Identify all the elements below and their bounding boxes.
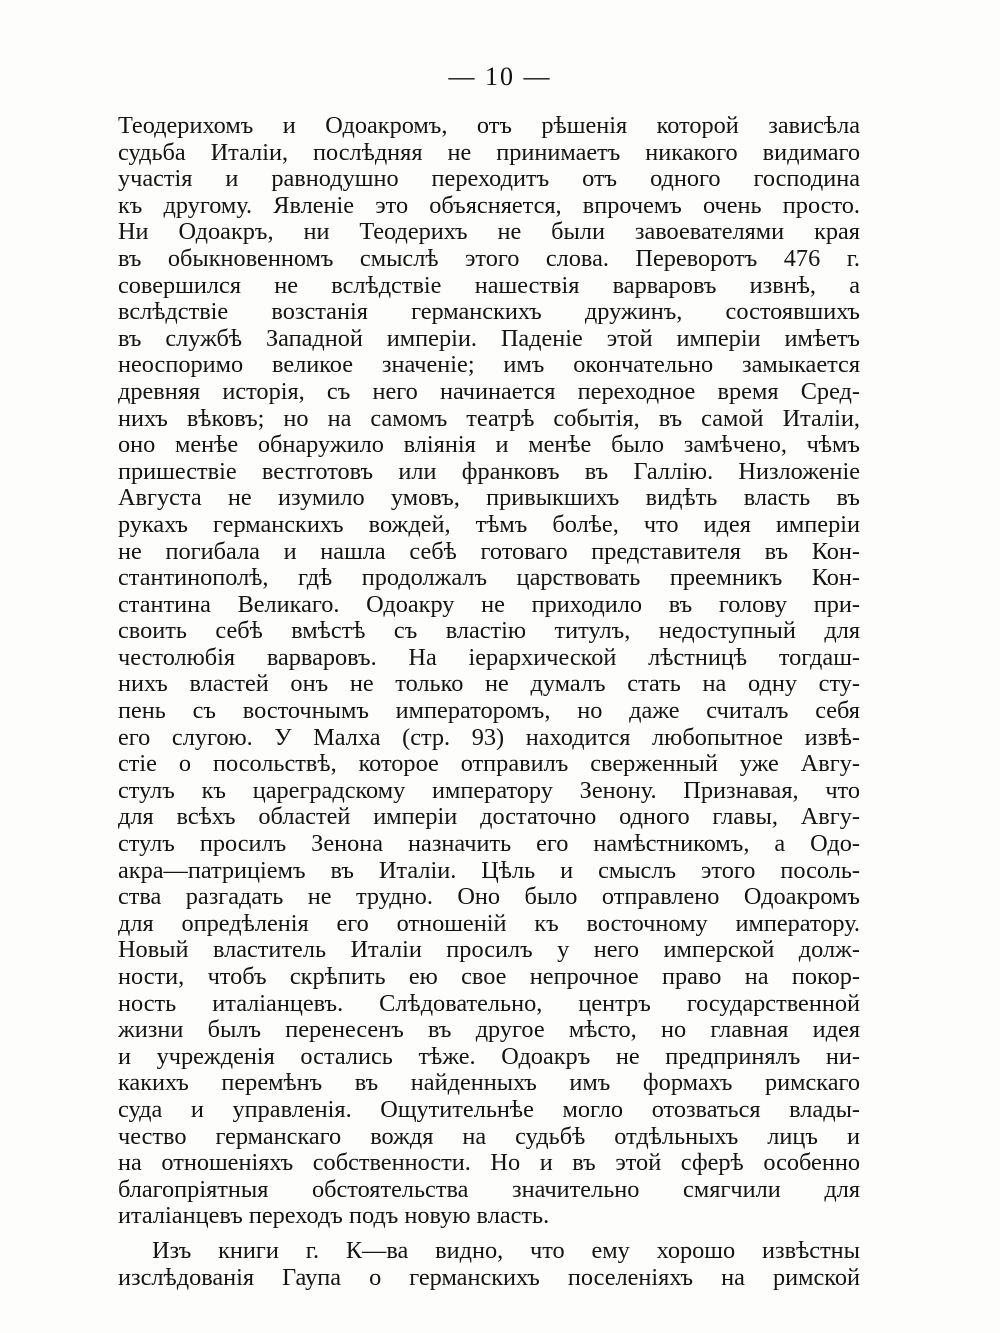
text-line: стіе о посольствѣ, которое отправилъ сверженный уже Авгу- bbox=[118, 751, 860, 778]
text-line: вслѣдствіе возстанія германскихъ дружинъ, состоявшихъ bbox=[118, 299, 860, 326]
text-line: ность италіанцевъ. Слѣдовательно, центръ государственной bbox=[118, 990, 860, 1017]
text-line: къ другому. Явленіе это объясняется, впрочемъ очень просто. bbox=[118, 192, 860, 219]
text-line: на отношеніяхъ собственности. Но и въ этой сферѣ особенно bbox=[118, 1150, 860, 1177]
text-line: своить себѣ вмѣстѣ съ властію титулъ, недоступный для bbox=[118, 618, 860, 645]
text-line: стулъ къ цареградскому императору Зенону. Признавая, что bbox=[118, 777, 860, 804]
text-line: ства разгадать не трудно. Оно было отправлено Одоакромъ bbox=[118, 884, 860, 911]
text-line: въ обыкновенномъ смыслѣ этого слова. Переворотъ 476 г. bbox=[118, 245, 860, 272]
text-line: совершился не вслѣдствіе нашествія варваровъ извнѣ, а bbox=[118, 272, 860, 299]
text-line: Августа не изумило умовъ, привыкшихъ видѣть власть въ bbox=[118, 485, 860, 512]
text-line: не погибала и нашла себѣ готоваго представителя въ Кон- bbox=[118, 538, 860, 565]
text-line: Изъ книги г. К—ва видно, что ему хорошо извѣстны bbox=[152, 1237, 860, 1264]
text-line: благопріятныя обстоятельства значительно смягчили для bbox=[118, 1176, 860, 1203]
text-line: судьба Италіи, послѣдняя не принимаетъ никакого видимаго bbox=[118, 139, 860, 166]
text-line: для всѣхъ областей имперіи достаточно одного главы, Авгу- bbox=[118, 804, 860, 831]
text-line: пришествіе вестготовъ или франковъ въ Галлію. Низложеніе bbox=[118, 458, 860, 485]
text-line: пень съ восточнымъ императоромъ, но даже считалъ себя bbox=[118, 698, 860, 725]
text-line: Новый властитель Италіи просилъ у него имперской долж- bbox=[118, 937, 860, 964]
paragraph-2 bbox=[118, 1238, 860, 1291]
text-line: ности, чтобъ скрѣпить ею свое непрочное право на покор- bbox=[118, 964, 860, 990]
text-line: суда и управленія. Ощутительнѣе могло отозваться влады- bbox=[118, 1096, 860, 1123]
text-line: и учрежденія остались тѣже. Одоакръ не предпринялъ ни- bbox=[118, 1043, 860, 1070]
text-line: древняя исторія, съ него начинается переходное время Сред- bbox=[118, 378, 860, 405]
paragraph-1 bbox=[118, 113, 860, 1230]
text-line: нихъ властей онъ не только не думалъ стать на одну сту- bbox=[118, 671, 860, 698]
text-line: Ни Одоакръ, ни Теодерихъ не были завоевателями края bbox=[118, 219, 860, 246]
text-line: Теодерихомъ и Одоакромъ, отъ рѣшенія которой зависѣла bbox=[118, 113, 860, 139]
text-line: жизни былъ перенесенъ въ другое мѣсто, но главная идея bbox=[118, 1017, 860, 1044]
text-line: честолюбія варваровъ. На іерархической лѣстницѣ тогдаш- bbox=[118, 644, 860, 671]
text-line: какихъ перемѣнъ въ найденныхъ имъ формахъ римскаго bbox=[118, 1070, 860, 1097]
text-line: акра—патриціемъ въ Италіи. Цѣль и смыслъ этого посоль- bbox=[118, 857, 860, 884]
page-number: — 10 — bbox=[448, 62, 552, 91]
text-line: нихъ вѣковъ; но на самомъ театрѣ событія, въ самой Италіи, bbox=[118, 405, 860, 432]
text-line: стантинополѣ, гдѣ продолжалъ царствовать преемникъ Кон- bbox=[118, 565, 860, 592]
text-line: стулъ просилъ Зенона назначить его намѣстникомъ, а Одо- bbox=[118, 831, 860, 858]
text-line: неоспоримо великое значеніе; имъ окончательно замыкается bbox=[118, 352, 860, 379]
text-line: стантина Великаго. Одоакру не приходило въ голову при- bbox=[118, 591, 860, 618]
text-line: для опредѣленія его отношеній къ восточному императору. bbox=[118, 910, 860, 937]
text-line: въ службѣ Западной имперіи. Паденіе этой имперіи имѣетъ bbox=[118, 325, 860, 352]
paragraph-gap bbox=[118, 1230, 860, 1238]
text-line: оно менѣе обнаружило вліянія и менѣе было замѣчено, чѣмъ bbox=[118, 432, 860, 459]
text-line: италіанцевъ переходъ подъ новую власть. bbox=[118, 1203, 550, 1230]
text-line: чество германскаго вождя на судьбѣ отдѣльныхъ лицъ и bbox=[118, 1123, 860, 1150]
text-line: изслѣдованія Гаупа о германскихъ поселеніяхъ на римской bbox=[118, 1264, 860, 1291]
body-text bbox=[118, 113, 860, 1291]
text-line: участія и равнодушно переходитъ отъ одного господина bbox=[118, 166, 860, 193]
text-line: его слугою. У Малха (стр. 93) находится любопытное извѣ- bbox=[118, 724, 860, 751]
text-line: рукахъ германскихъ вождей, тѣмъ болѣе, что идея имперіи bbox=[118, 511, 860, 538]
